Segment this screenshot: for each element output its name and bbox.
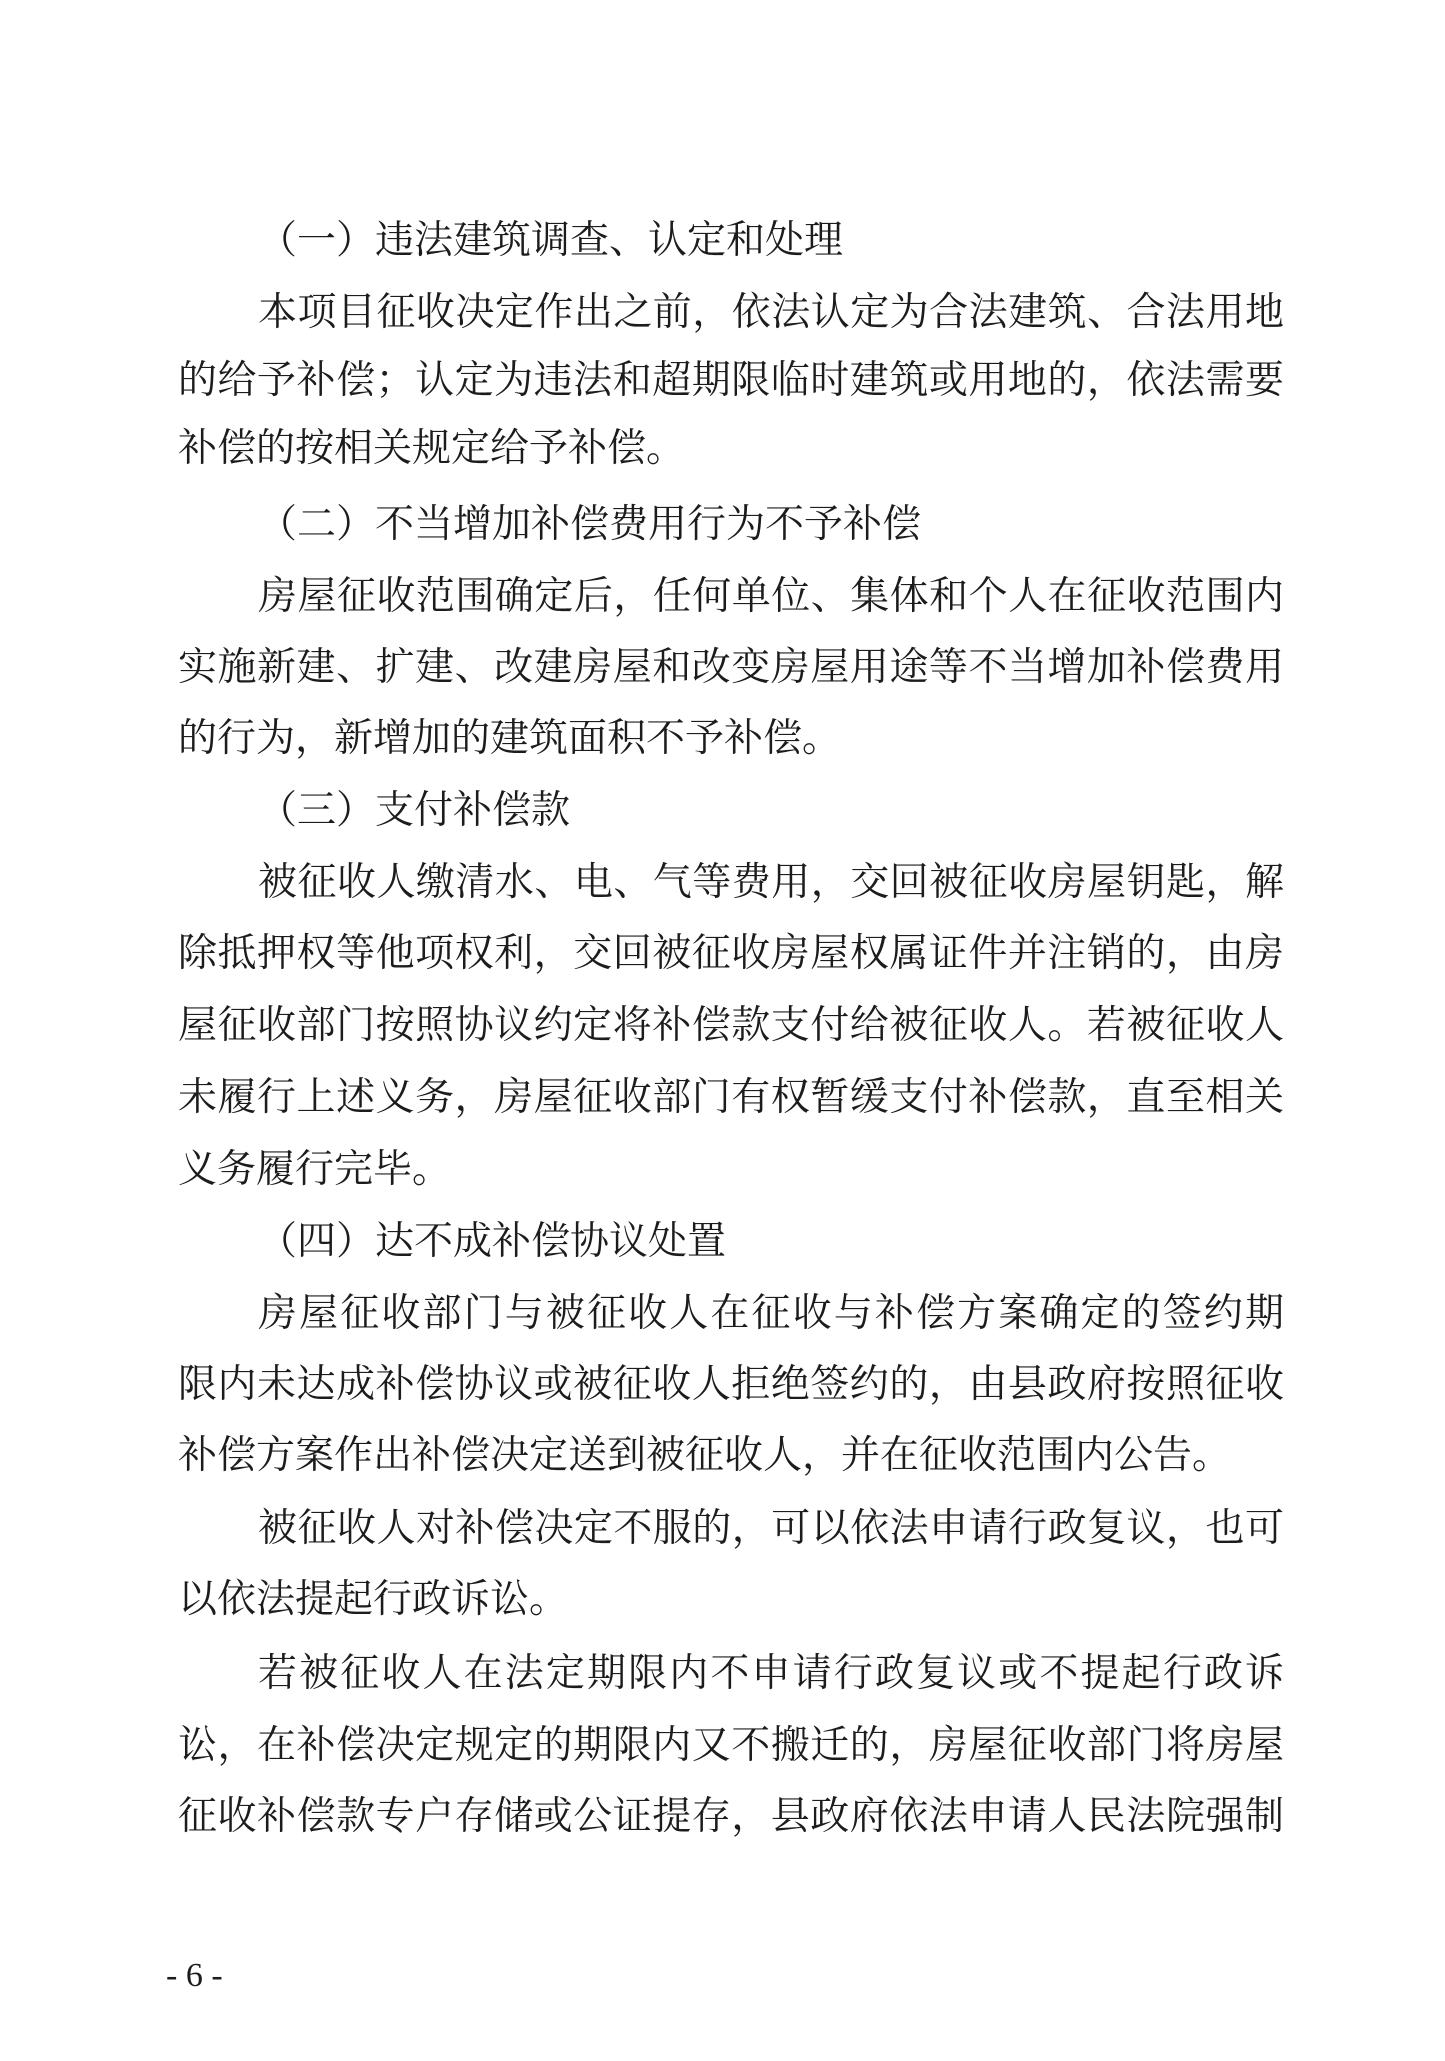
paragraph-line: 补偿的按相关规定给予补偿。 [178,426,686,471]
paragraph-line: 被征收人缴清水、电、气等费用，交回被征收房屋钥匙，解 [258,860,1284,905]
paragraph-line: 限内未达成补偿协议或被征收人拒绝签约的，由县政府按照征收 [178,1362,1284,1407]
paragraph-line: 屋征收部门按照协议约定将补偿款支付给被征收人。若被征收人 [178,1003,1284,1048]
section-heading-2: （二）不当增加补偿费用行为不予补偿 [258,502,922,547]
paragraph-line: 被征收人对补偿决定不服的，可以依法申请行政复议，也可 [258,1506,1284,1551]
paragraph-line: 的给予补偿；认定为违法和超期限临时建筑或用地的，依法需要 [178,358,1284,403]
paragraph-line: 的行为，新增加的建筑面积不予补偿。 [178,716,842,761]
paragraph-line: 补偿方案作出补偿决定送到被征收人，并在征收范围内公告。 [178,1433,1232,1478]
paragraph-line: 讼，在补偿决定规定的期限内又不搬迁的，房屋征收部门将房屋 [178,1723,1284,1768]
paragraph-line: 房屋征收范围确定后，任何单位、集体和个人在征收范围内 [258,574,1284,619]
paragraph-line: 若被征收人在法定期限内不申请行政复议或不提起行政诉 [258,1651,1284,1696]
paragraph-line: 除抵押权等他项权利，交回被征收房屋权属证件并注销的，由房 [178,931,1284,976]
page-number: - 6 - [166,1957,223,1994]
paragraph-line: 以依法提起行政诉讼。 [178,1577,569,1622]
paragraph-line: 未履行上述义务，房屋征收部门有权暂缓支付补偿款，直至相关 [178,1075,1284,1120]
paragraph-line: 征收补偿款专户存储或公证提存，县政府依法申请人民法院强制 [178,1794,1284,1839]
section-heading-4: （四）达不成补偿协议处置 [258,1219,727,1264]
paragraph-line: 义务履行完毕。 [178,1147,452,1192]
paragraph-line: 本项目征收决定作出之前，依法认定为合法建筑、合法用地 [258,290,1284,335]
section-heading-3: （三）支付补偿款 [258,788,571,833]
paragraph-line: 房屋征收部门与被征收人在征收与补偿方案确定的签约期 [258,1291,1284,1336]
paragraph-line: 实施新建、扩建、改建房屋和改变房屋用途等不当增加补偿费用 [178,645,1284,690]
section-heading-1: （一）违法建筑调查、认定和处理 [258,218,844,263]
